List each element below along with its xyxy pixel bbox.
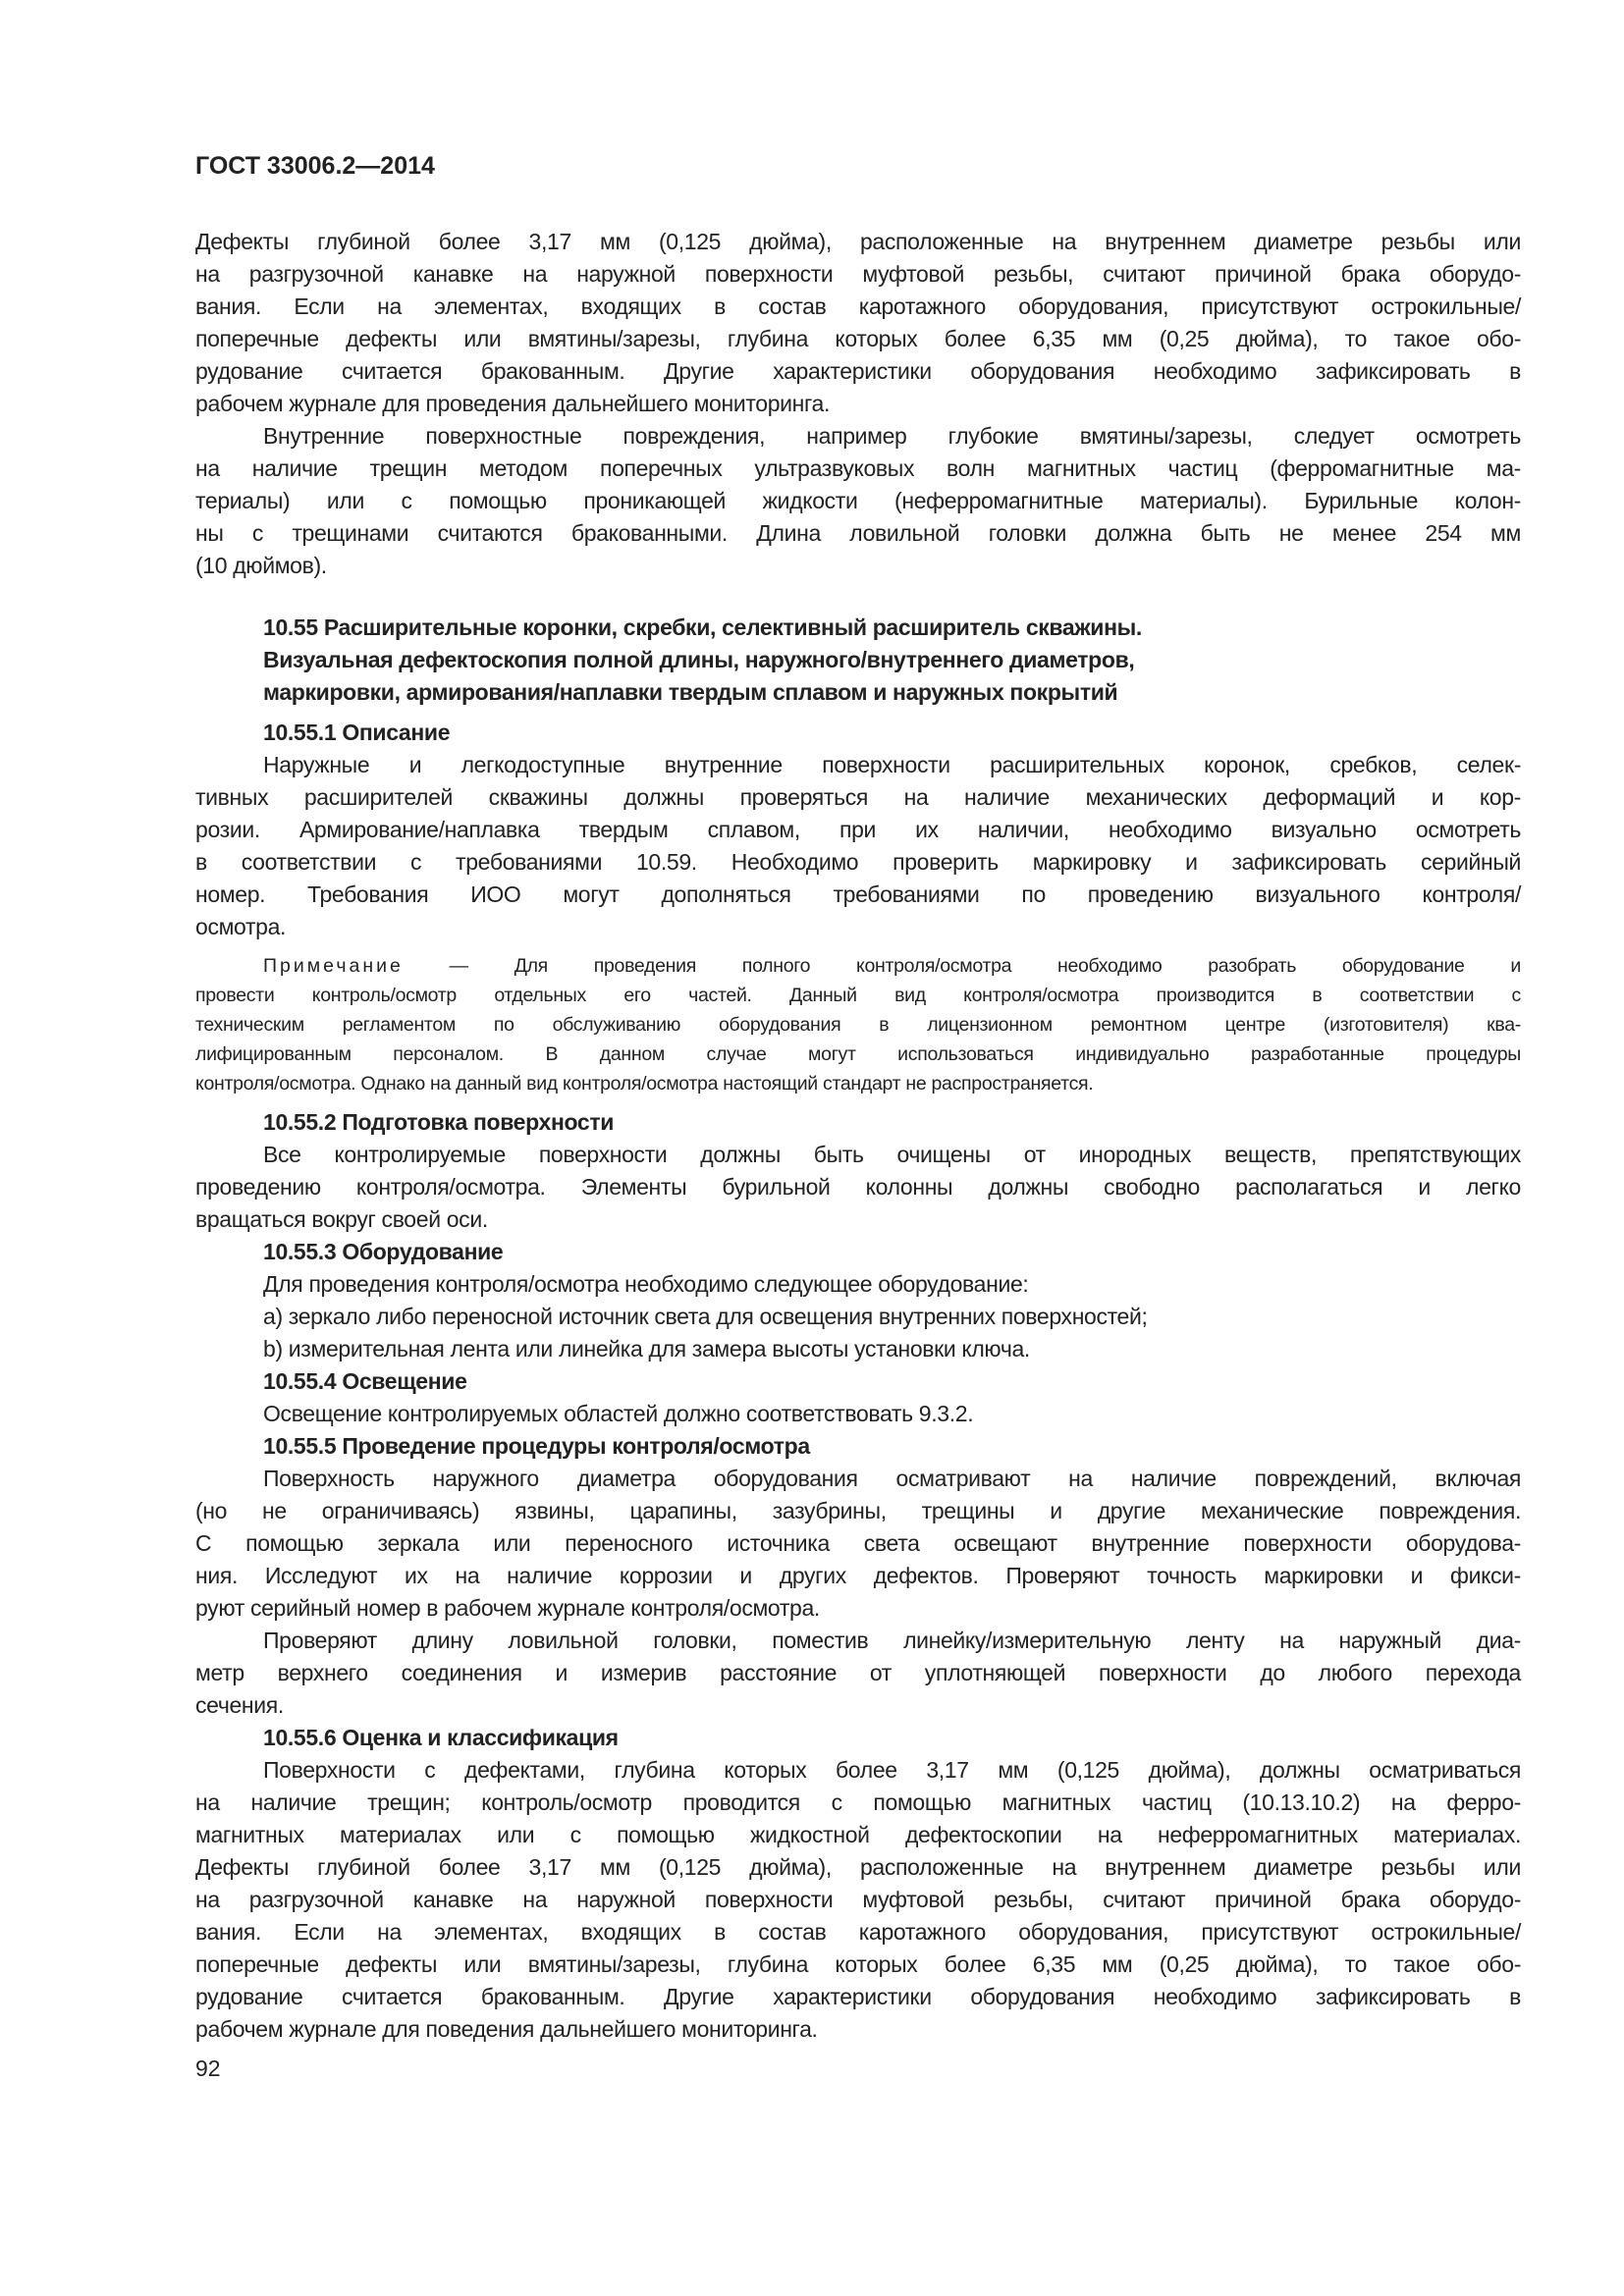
text-line: руют серийный номер в рабочем журнале контроля/осмотра. bbox=[195, 1595, 820, 1621]
text-line: a) зеркало либо переносной источник света для освещения внутренних поверхностей; bbox=[263, 1304, 1148, 1329]
paragraph bbox=[195, 1301, 1521, 1333]
text-line: Визуальная дефектоскопия полной длины, наружного/внутреннего диаметров, bbox=[263, 647, 1135, 672]
text-line: контроля/осмотра. Однако на данный вид контроля/осмотра настоящий стандарт не распространяется. bbox=[195, 1073, 1094, 1095]
text-line: поперечные дефекты или вмятины/зарезы, глубина которых более 6,35 мм (0,25 дюйма), то такое обо- bbox=[195, 326, 1521, 351]
document-header: ГОСТ 33006.2—2014 bbox=[195, 152, 435, 180]
section-heading bbox=[195, 1722, 1521, 1754]
text-line: рудование считается бракованным. Другие характеристики оборудования необходимо зафиксировать в bbox=[195, 1984, 1521, 2009]
text-line: номер. Требования ИОО могут дополняться требованиями по проведению визуального контроля/ bbox=[195, 881, 1521, 907]
spacer bbox=[195, 1098, 1521, 1106]
text-line: на разгрузочной канавке на наружной поверхности муфтовой резьбы, считают причиной брака оборудо- bbox=[195, 261, 1521, 287]
section-heading bbox=[195, 1365, 1521, 1398]
paragraph bbox=[195, 226, 1521, 420]
text-line: ны с трещинами считаются бракованными. Длина ловильной головки должна быть не менее 254 мм bbox=[195, 520, 1521, 546]
text-line: 10.55 Расширительные коронки, скребки, селективный расширитель скважины. bbox=[263, 614, 1142, 640]
text-line: проведению контроля/осмотра. Элементы бурильной колонны должны свободно располагаться и легко bbox=[195, 1174, 1521, 1200]
text-line: вания. Если на элементах, входящих в состав каротажного оборудования, присутствуют острокильные/ bbox=[195, 294, 1521, 319]
section-heading bbox=[195, 1430, 1521, 1463]
text-line: Внутренние поверхностные повреждения, например глубокие вмятины/зарезы, следует осмотреть bbox=[263, 423, 1521, 449]
text-line: лифицированным персоналом. В данном случае могут использоваться индивидуально разработанные процедуры bbox=[195, 1043, 1521, 1065]
paragraph bbox=[195, 1333, 1521, 1365]
text-line: ния. Исследуют их на наличие коррозии и других дефектов. Проверяют точность маркировки и фикси- bbox=[195, 1563, 1521, 1588]
text-line: Освещение контролируемых областей должно соответствовать 9.3.2. bbox=[263, 1401, 974, 1426]
paragraph bbox=[195, 1139, 1521, 1236]
section-heading bbox=[195, 717, 1521, 749]
text-line: Поверхность наружного диаметра оборудования осматривают на наличие повреждений, включая bbox=[263, 1466, 1521, 1491]
text-line: метр верхнего соединения и измерив расстояние от уплотняющей поверхности до любого перехода bbox=[195, 1660, 1521, 1685]
text-line: 10.55.3 Оборудование bbox=[263, 1239, 504, 1264]
text-line: розии. Армирование/наплавка твердым сплавом, при их наличии, необходимо визуально осмотреть bbox=[195, 817, 1521, 842]
text-line: на наличие трещин; контроль/осмотр проводится с помощью магнитных частиц (10.13.10.2) на ферро- bbox=[195, 1789, 1521, 1815]
spacer bbox=[195, 709, 1521, 717]
text-line: маркировки, армирования/наплавки твердым сплавом и наружных покрытий bbox=[263, 679, 1118, 705]
text-line: 10.55.6 Оценка и классификация bbox=[263, 1725, 619, 1750]
text-line: тивных расширителей скважины должны проверяться на наличие механических деформаций и кор- bbox=[195, 784, 1521, 810]
page-number: 92 bbox=[195, 2056, 221, 2081]
text-line: Наружные и легкодоступные внутренние поверхности расширительных коронок, сребков, селек- bbox=[263, 752, 1521, 777]
text-line: провести контроль/осмотр отдельных его частей. Данный вид контроля/осмотра производится в соответствии с bbox=[195, 985, 1521, 1006]
text-line: рабочем журнале для проведения дальнейшего мониторинга. bbox=[195, 391, 831, 416]
section-heading bbox=[195, 612, 1521, 709]
text-line: (10 дюймов). bbox=[195, 553, 327, 578]
text-line: Проверяют длину ловильной головки, поместив линейку/измерительную ленту на наружный диа- bbox=[263, 1628, 1521, 1653]
note-text: — Для проведения полного контроля/осмотра необходимо разобрать оборудование и bbox=[403, 955, 1521, 977]
text-line: Все контролируемые поверхности должны быть очищены от инородных веществ, препятствующих bbox=[263, 1142, 1521, 1167]
text-line: на разгрузочной канавке на наружной поверхности муфтовой резьбы, считают причиной брака оборудо- bbox=[195, 1887, 1521, 1912]
section-heading bbox=[195, 1236, 1521, 1268]
text-line: магнитных материалах или с помощью жидкостной дефектоскопии на неферромагнитных материалах. bbox=[195, 1822, 1521, 1847]
text-line: С помощью зеркала или переносного источника света освещают внутренние поверхности оборудова- bbox=[195, 1530, 1521, 1556]
note-label: Примечание bbox=[263, 955, 404, 977]
text-line: рудование считается бракованным. Другие характеристики оборудования необходимо зафиксировать в bbox=[195, 358, 1521, 384]
text-line: Дефекты глубиной более 3,17 мм (0,125 дюйма), расположенные на внутреннем диаметре резьбы или bbox=[195, 1854, 1521, 1880]
paragraph bbox=[195, 1268, 1521, 1301]
text-line: в соответствии с требованиями 10.59. Необходимо проверить маркировку и зафиксировать серийный bbox=[195, 849, 1521, 875]
text-line: Поверхности с дефектами, глубина которых более 3,17 мм (0,125 дюйма), должны осматриваться bbox=[263, 1757, 1521, 1783]
text-line: на наличие трещин методом поперечных ультразвуковых волн магнитных частиц (ферромагнитные ма- bbox=[195, 455, 1521, 481]
text-line: техническим регламентом по обслуживанию оборудования в лицензионном ремонтном центре (изготовителя) ква- bbox=[195, 1014, 1521, 1036]
paragraph bbox=[195, 1463, 1521, 1625]
section-heading bbox=[195, 1106, 1521, 1139]
text-line: 10.55.5 Проведение процедуры контроля/осмотра bbox=[263, 1433, 810, 1459]
text-line: 10.55.1 Описание bbox=[263, 720, 451, 745]
text-line bbox=[195, 951, 1521, 981]
paragraph bbox=[195, 1625, 1521, 1722]
text-line: Дефекты глубиной более 3,17 мм (0,125 дюйма), расположенные на внутреннем диаметре резьбы или bbox=[195, 229, 1521, 254]
paragraph bbox=[195, 1398, 1521, 1430]
spacer bbox=[195, 943, 1521, 951]
document-body bbox=[195, 226, 1521, 2046]
text-line: териалы) или с помощью проникающей жидкости (неферромагнитные материалы). Бурильные колон- bbox=[195, 488, 1521, 513]
text-line: осмотра. bbox=[195, 914, 287, 939]
document-page bbox=[195, 147, 1521, 2082]
paragraph bbox=[195, 1754, 1521, 2046]
text-line: вращаться вокруг своей оси. bbox=[195, 1206, 488, 1232]
text-line: сечения. bbox=[195, 1692, 284, 1718]
text-line: 10.55.4 Освещение bbox=[263, 1368, 467, 1394]
text-line: (но не ограничиваясь) язвины, царапины, зазубрины, трещины и другие механические повреждения. bbox=[195, 1498, 1521, 1523]
text-line: Для проведения контроля/осмотра необходимо следующее оборудование: bbox=[263, 1271, 1029, 1297]
paragraph bbox=[195, 749, 1521, 943]
paragraph bbox=[195, 420, 1521, 582]
text-line: 10.55.2 Подготовка поверхности bbox=[263, 1109, 615, 1135]
text-line: вания. Если на элементах, входящих в состав каротажного оборудования, присутствуют острокильные/ bbox=[195, 1919, 1521, 1945]
text-line: поперечные дефекты или вмятины/зарезы, глубина которых более 6,35 мм (0,25 дюйма), то такое обо- bbox=[195, 1951, 1521, 1977]
text-line: рабочем журнале для поведения дальнейшего мониторинга. bbox=[195, 2016, 818, 2042]
spacer bbox=[195, 582, 1521, 612]
text-line: b) измерительная лента или линейка для замера высоты установки ключа. bbox=[263, 1336, 1030, 1362]
note-paragraph bbox=[195, 951, 1521, 1098]
